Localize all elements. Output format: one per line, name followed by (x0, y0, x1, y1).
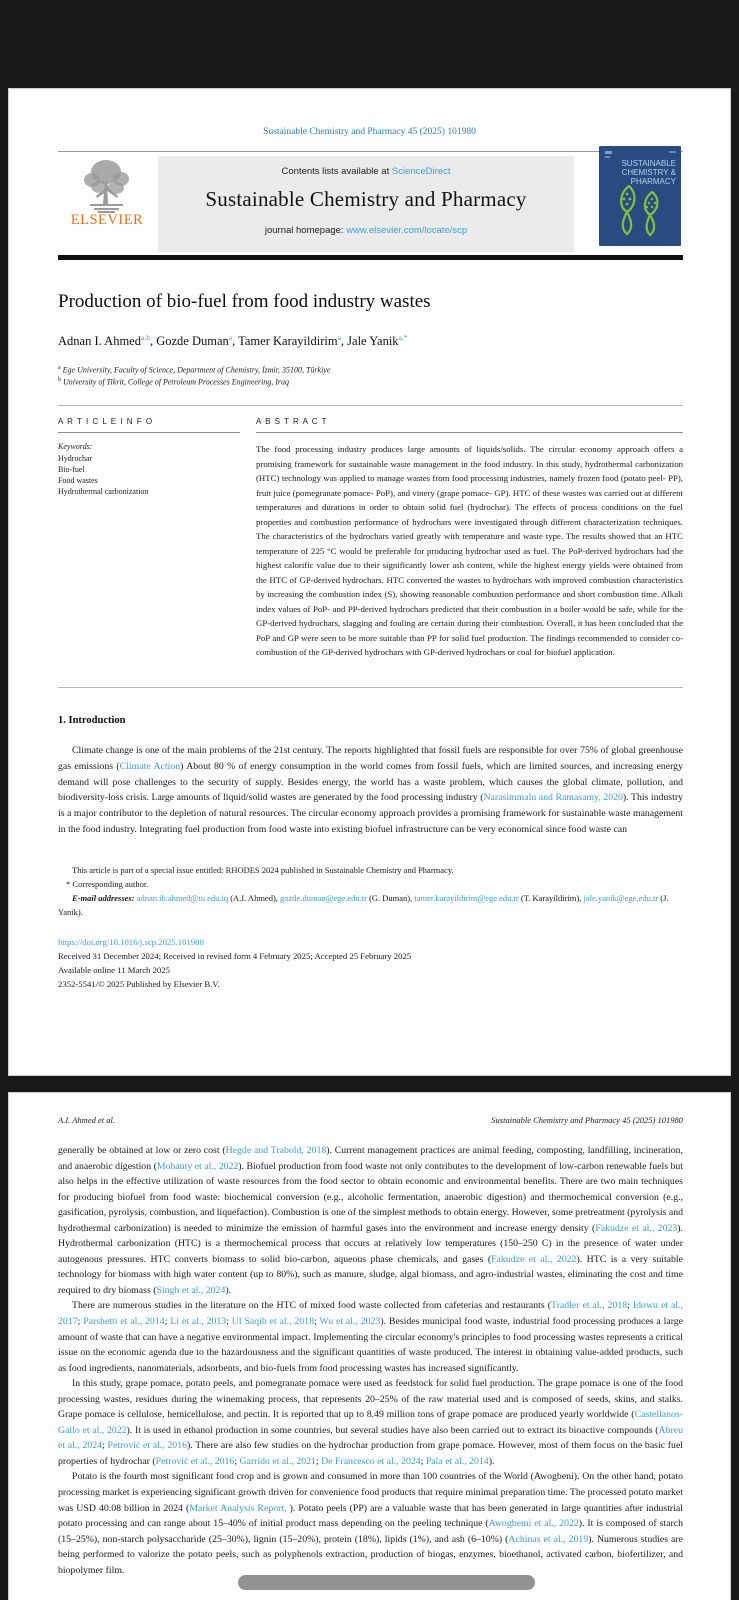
keyword: Hydrothermal carbonization (58, 487, 149, 496)
body-paragraph (58, 1376, 683, 1469)
keyword: Hydrochar (58, 454, 93, 463)
inline-citation-link[interactable]: Market Analysis Report, (189, 1502, 287, 1514)
affiliation: $^b$ University of Tikrit, College of Petroleum Processes Engineering, Iraq (58, 377, 290, 387)
text-run: ; (313, 1316, 320, 1328)
text-run: ). Current management practices are animal feeding, composting, landfilling, incineration, and anaerobic digestion ( (58, 1145, 683, 1172)
text-run: ). Besides municipal food waste, industrial food processing produces a large amount of waste that can have a negative environmental impact. Implementing the circular economy's principles to food processing wastes represents a critical issue on the economic agenda due to the hazardousness and the significant quantities of waste produced. The interest in obtaining value-added products, such as food ingredients, nanomaterials, adsorbents, and bio-fuels from food processing wastes has increased significantly. (58, 1316, 684, 1374)
homepage-line (158, 225, 574, 236)
text-run: ). Biofuel production from food waste not only contributes to the development of low-carbon renewable fuels but also helps in the effective utilization of waste resources from the food sector to obtain economic and environmental benefits. There are two main techniques for producing biofuel from food waste: biochemical conversion (e.g., alcoholic fermentation, anaerobic digestion) and thermochemical conversion (e.g., gasification, pyrolysis, combustion, and liquefaction). Combustion is one of the simplest methods to obtain energy. However, some pretreatment (pyrolysis and hydrothermal carbonization) is needed to minimize the emission of harmful gases into the environment and increase energy density ( (58, 1160, 684, 1234)
keyword: Food wastes (58, 476, 98, 485)
elsevier-tree-icon (76, 156, 138, 214)
doi-block (58, 935, 683, 991)
inline-citation-link[interactable]: Castellanos-Gallo et al., 2022 (58, 1409, 683, 1436)
available-online-date: Available online 11 March 2025 (58, 965, 170, 975)
text-run: ). There are also few studies on the hydrochar production from grape pomace. However, most of them focus on the basic fuel properties of hydrochar ( (58, 1440, 684, 1467)
inline-citation-link[interactable]: Achinas et al., 2019 (508, 1533, 589, 1545)
body-paragraph (58, 1298, 683, 1376)
introduction-heading: 1. Introduction (58, 715, 126, 726)
email-addresses-line (58, 891, 683, 919)
text-run: ; (226, 1316, 232, 1328)
inline-citation-link[interactable]: Petrović et al., 2016 (155, 1455, 235, 1467)
inline-citation-link[interactable]: Petrović et al., 2016 (107, 1440, 188, 1452)
inline-citation-link[interactable]: Li et al., 2013 (170, 1316, 227, 1328)
special-issue-note: This article is part of a special issue entitled: RHODES 2024 published in Sustainable Chemistry and Pharmacy. (72, 865, 454, 875)
elsevier-logo[interactable] (60, 156, 154, 252)
abstract-text: The food processing industry produces large amounts of liquids/solids. The circular economy approach offers a promising framework for sustainable waste management in the food industry. In this study, hydrothermal carbonization (HTC) technology was applied to manage wastes from food processing industries, namely frozen food (potato peel- PP), fruit juice (pomegranate pomace- PoP), and vinery (grape pomace- GP). HTC of these wastes was carried out at different temperatures and durations in order to obtain solid fuel (hydrochar). The effects of process conditions on the fuel properties and combustion performance of hydrochars were investigated through different characterization techniques. The characteristics of the hydrochars varied greatly with temperature and waste type. The results showed that an HTC temperature of 225 °C would be preferable for producing hydrochar used as fuel. The PoP-derived hydrochars had the highest calorific value due to their significantly lower ash content, while the highest energy yields were obtained from the HTC of GP-derived hydrochars. HTC converted the wastes to hydrochars with improved combustion characteristics by increasing the combustion index (S), showing reasonable combustion performance and short combustion time. Alkali index values of PoP- and PP-derived hydrochars predicted that their combustion in a boiler would be safe, while for the GP-derived hydrochars, slagging and fouling are certain during their combustion. Overall, it has been concluded that the PoP and GP were seen to be more suitable than PP for solid fuel production. The findings recommended to consider co-combustion of the GP-derived hydrochars with GP-derived hydrochars or coal for biofuel application. (256, 444, 683, 657)
text-run: ; (315, 1455, 322, 1467)
text-run: ; (627, 1300, 633, 1312)
svg-text:CHEMISTRY &: CHEMISTRY & (621, 168, 676, 177)
inline-citation-link[interactable]: Idowu et al., 2017 (58, 1300, 683, 1328)
text-run: ; (77, 1316, 84, 1328)
text-run: ). Potato peels (PP) are a valuable waste that has been generated in large quantities after industrial potato processing and can range about 15–40% of initial product mass depending on the peeling technique ( (58, 1502, 683, 1530)
abstract-heading: A B S T R A C T (256, 417, 328, 426)
author-affiliation-sup[interactable]: a (228, 333, 233, 342)
page2-running-header (58, 1115, 683, 1125)
inline-citation-link[interactable]: Wu et al., 2023 (319, 1316, 381, 1328)
inline-citation-link[interactable]: Climate Action (119, 760, 181, 772)
journal-banner (158, 156, 574, 252)
text-run: (A.I. Ahmed), (228, 893, 281, 903)
journal-cover-art (599, 146, 681, 246)
issn-copyright-line: 2352-5541/© 2025 Published by Elsevier B.V. (58, 979, 220, 989)
affiliation: $^a$ Ege University, Faculty of Science, Department of Chemistry, İzmir, 35100, Türkiye (58, 365, 331, 375)
text-run: (J. Yanik). (58, 893, 669, 917)
article-info-heading: A R T I C L E I N F O (58, 417, 154, 426)
inline-citation-link[interactable]: Hegde and Trabold, 2018 (225, 1145, 327, 1156)
contents-line (158, 166, 574, 177)
author-list: Adnan I. Ahmed$^{a,b}$, Gozde Duman$^a$, Tamer Karayildirim$^a$, Jale Yanik$^{a,*}$ (58, 333, 408, 349)
body-paragraph (58, 1469, 683, 1578)
elsevier-wordmark: ELSEVIER (70, 212, 144, 228)
article-info-column (58, 417, 240, 497)
received-dates: Received 31 December 2024; Received in revised form 4 February 2025; Accepted 25 February 2025 (58, 951, 412, 961)
text-run: Potato is the fourth most significant food crop and is grown and consumed in more than 100 countries of the World (Awogbeni). On the other hand, potato processing market is experiencing significant growth driven for convenience food products that require minimal preparation time. The processed potato market was USD 40.08 billion in 2024 ( (58, 1471, 683, 1514)
body-paragraph (58, 1143, 683, 1298)
inline-citation-link[interactable]: Fakudze et al., 2023 (595, 1222, 678, 1234)
author-affiliation-sup[interactable]: a (337, 333, 341, 342)
masthead-divider-bar (58, 255, 683, 260)
running-header-citation: Sustainable Chemistry and Pharmacy 45 (2025) 101980 (491, 1115, 683, 1125)
text-run: ). HTC is a very suitable technology for biomass with high water content (up to 80%), such as manure, sludge, algal biomass, and agro-industrial wastes, eliminating the cost and time required to dry biomass ( (58, 1253, 683, 1296)
text-run: In this study, grape pomace, potato peels, and pomegranate pomace were used as feedstock for solid fuel production. The grape pomace is one of the food processing wastes, residues during the winemaking process, that represents 20–25% of the raw material used and is composed of seeds, skins, and stalks. Grape pomace is cellulose, hemicellulose, and pectin. It is reported that up to 8.49 million tons of grape pomace are produced yearly worldwide ( (58, 1378, 683, 1421)
inline-citation-link[interactable]: Mohanty et al., 2022 (156, 1160, 239, 1172)
running-citation[interactable]: Sustainable Chemistry and Pharmacy 45 (2025) 101980 (263, 127, 476, 137)
inline-citation-link[interactable]: Tradler et al., 2018 (550, 1300, 628, 1312)
text-run: ). This industry is a major contributor to the depletion of natural resources. The circular economy approach provides a promising framework for sustainable waste management in the food industry. Integrating fuel production from food waste into existing biofuel infrastructure can be very economical since food waste can (58, 792, 684, 835)
journal-title: Sustainable Chemistry and Pharmacy (205, 187, 527, 211)
doi-link[interactable]: https://doi.org/10.1016/j.scp.2025.101980 (58, 937, 204, 947)
inline-citation-link[interactable]: Singh et al., 2024 (156, 1284, 226, 1296)
inline-citation-link[interactable]: jale.yanik@ege.edu.tr (583, 893, 659, 903)
inline-citation-link[interactable]: Pala et al., 2014 (425, 1455, 489, 1467)
text-run: generally be obtained at low or zero cost ( (58, 1145, 226, 1156)
text-run: ; (164, 1316, 171, 1328)
abstract-column (256, 417, 683, 660)
keywords-label: Keywords: (58, 442, 93, 451)
text-run: (G. Duman), (366, 893, 415, 903)
heading-underline (58, 432, 240, 433)
heading-underline (256, 432, 683, 433)
inline-citation-link[interactable]: Garrido et al., 2021 (239, 1455, 316, 1467)
inline-citation-link[interactable]: Ul Saqib et al., 2018 (231, 1316, 314, 1328)
section-divider (58, 687, 683, 688)
emphasized-text: E-mail addresses: (72, 893, 135, 903)
text-run: ; (102, 1440, 108, 1452)
inline-citation-link[interactable]: Parshetti et al., 2014 (83, 1316, 165, 1328)
running-header-authors: A.I. Ahmed et al. (58, 1115, 115, 1125)
keyword: Bio-fuel (58, 465, 85, 474)
svg-text:SUSTAINABLE: SUSTAINABLE (621, 159, 676, 168)
text-run: ). It is used in ethanol production in some countries, but several studies have also been carried out to extract its bioactive compounds ( (126, 1424, 659, 1436)
page-2 (8, 1092, 731, 1600)
author-affiliation-sup[interactable]: a,b (140, 333, 150, 342)
inline-citation-link[interactable]: gozde.duman@ege.edu.tr (280, 893, 367, 903)
text-run: ; (420, 1455, 426, 1467)
introduction-paragraph (58, 743, 683, 838)
journal-masthead (58, 151, 683, 254)
gray-highlight-smudge (238, 1575, 535, 1590)
text-run: ). It is composed of starch (15–25%), non-starch polysaccharide (25–30%), lignin (15–20%), protein (18%), lipids (1%), and ash (6–10%) ( (58, 1518, 683, 1545)
text-run: (T. Karayildirim), (518, 893, 584, 903)
text-run: ). (488, 1455, 495, 1467)
text-run: ). (225, 1284, 232, 1296)
text-run: There are numerous studies in the literature on the HTC of mixed food waste collected from cafeterias and restaurants ( (72, 1300, 551, 1312)
inline-citation-link[interactable]: adnan.ib.ahmed@tu.edu.iq (136, 893, 229, 903)
section-divider (58, 405, 683, 406)
text-run: ). Numerous studies are being performed to valorize the potato peels, such as polyphenols extraction, production of biogas, enzymes, bioethanol, activated carbon, biofertilizer, and biopolymer film. (58, 1533, 683, 1576)
article-title: Production of bio-fuel from food industry wastes (58, 291, 431, 312)
inline-citation-link[interactable]: tamer.karayildirim@ege.edu.tr (414, 893, 519, 903)
text-run: Climate change is one of the main problems of the 21st century. The reports highlighted that fossil fuels are responsible for over 75% of global greenhouse gas emissions ( (58, 745, 683, 772)
journal-homepage-link[interactable]: www.elsevier.com/locate/scp (346, 225, 468, 236)
journal-cover-thumbnail[interactable] (599, 146, 681, 246)
author[interactable]: Jale Yanik$^{a,*}$ (347, 333, 408, 349)
text-run: ) About 80 % of energy consumption in the world comes from fossil fuels, which are limited sources, and increasing energy demand will pose challenges to the security of supply. Besides energy, the world has a waste problem, which causes the global climate, pollution, and biodiversity-loss crisis. Large amounts of liquid/solid wastes are generated by the food processing industry ( (58, 760, 683, 804)
svg-text:PHARMACY: PHARMACY (630, 177, 676, 186)
text-run: ). Hydrothermal carbonization (HTC) is a thermochemical process that occurs at relatively low temperatures (150–250 C) in the presence of water under autogenous pressures. HTC converts biomass to solid bio-carbon, aqueous phase chemicals, and gases ( (58, 1222, 683, 1265)
inline-citation-link[interactable]: Fakudze et al., 2022 (491, 1253, 577, 1265)
inline-citation-link[interactable]: Narasimmalu and Ramasamy, 2020 (483, 792, 623, 804)
page2-body-text (58, 1143, 683, 1578)
footnotes-block (58, 863, 683, 919)
inline-citation-link[interactable]: Awogbemi et al., 2022 (488, 1518, 579, 1530)
author[interactable]: Gozde Duman$^a$ (156, 333, 233, 349)
corresponding-author-note: * Corresponding author. (66, 879, 149, 889)
author[interactable]: Adnan I. Ahmed$^{a,b}$ (58, 333, 150, 349)
inline-citation-link[interactable]: De Francesco et al., 2024 (321, 1455, 421, 1467)
author[interactable]: Tamer Karayildirim$^a$ (238, 333, 341, 349)
inline-citation-link[interactable]: Abreu et al., 2024 (58, 1424, 683, 1452)
author-affiliation-sup[interactable]: a,* (398, 333, 408, 342)
homepage-prefix: journal homepage: (264, 225, 347, 236)
text-run: ; (234, 1455, 240, 1467)
page-1 (8, 88, 731, 1076)
contents-prefix: Contents lists available at (281, 166, 392, 177)
sciencedirect-link[interactable]: ScienceDirect (391, 166, 451, 177)
